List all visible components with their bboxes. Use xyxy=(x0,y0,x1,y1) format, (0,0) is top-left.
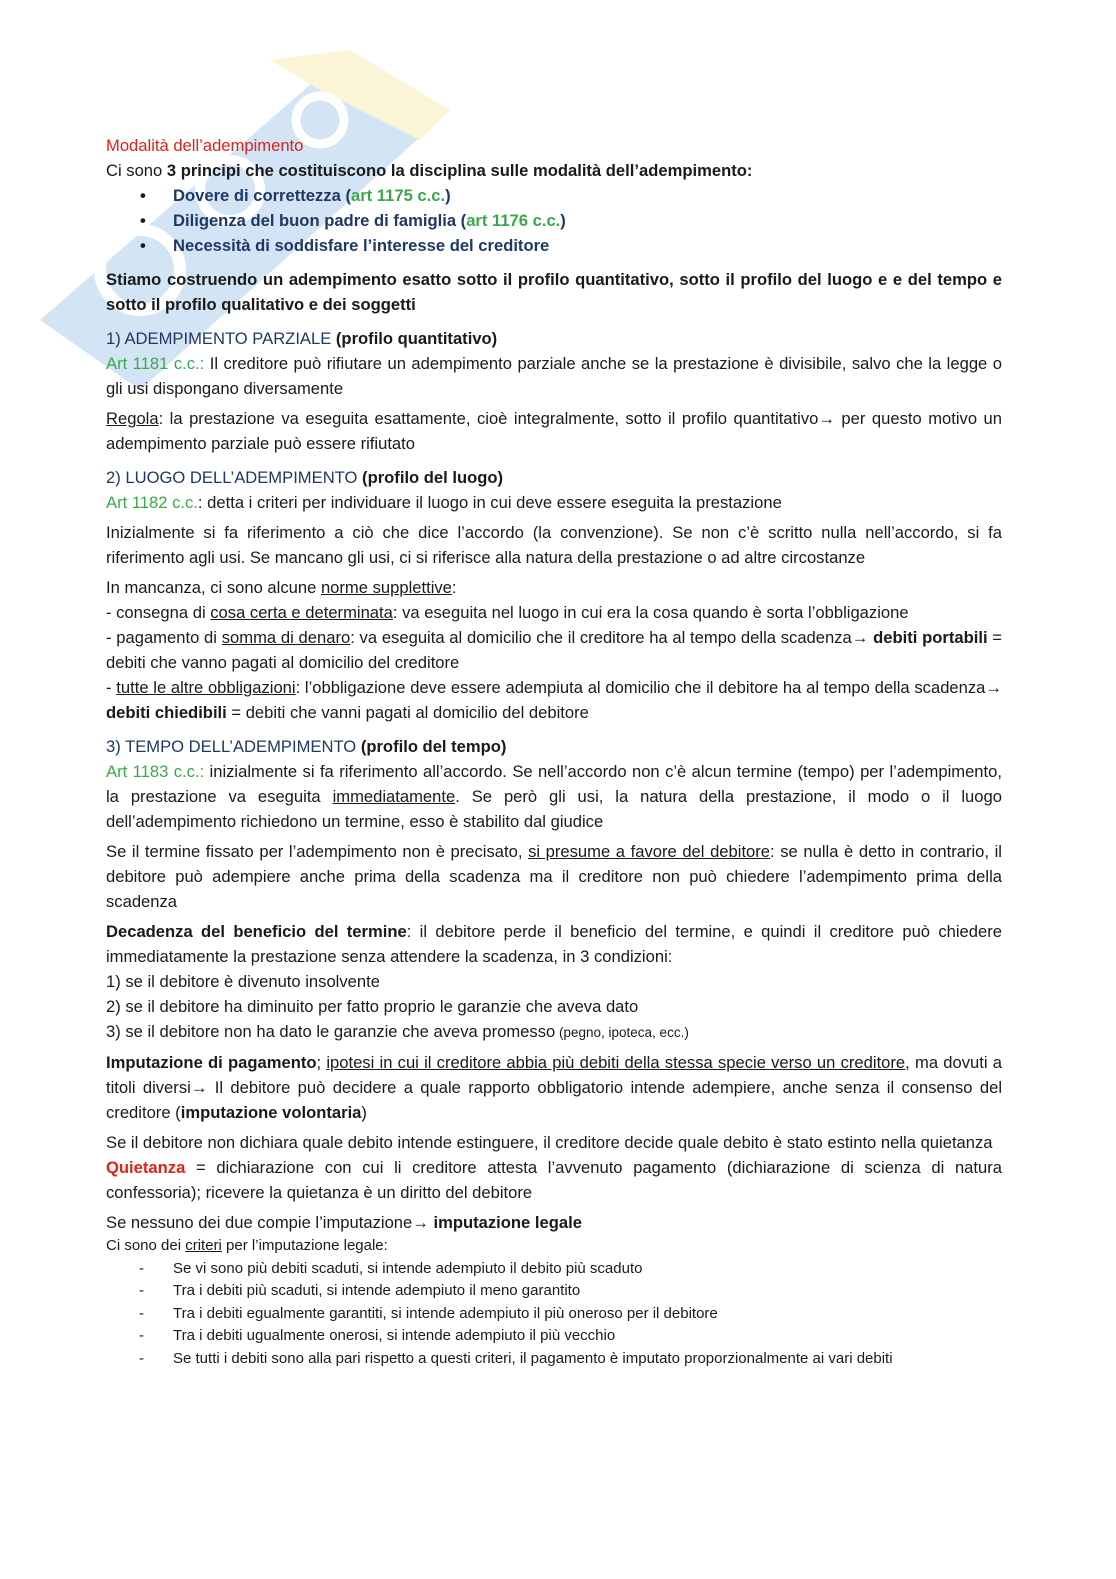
arrow-icon: → xyxy=(851,628,869,647)
section-2-line-2: - pagamento di somma di denaro: va eseguita al domicilio che il creditore ha al tempo della scadenza→ debiti portabili = debiti che vanno pagati al domicilio del creditore xyxy=(106,628,1002,672)
section-2-paragraph: Inizialmente si fa riferimento a ciò che dice l’accordo (la convenzione). Se non c’è scritto nulla nell’accordo, si fa riferimento agli usi. Se mancano gli usi, ci si riferisce alla natura della prestazione o ad altre circostanze xyxy=(106,523,1002,567)
criteria-list xyxy=(106,1258,1002,1371)
section-3-imputazione: Imputazione di pagamento; ipotesi in cui il creditore abbia più debiti della stessa specie verso un creditore, ma dovuti a titoli diversi→ Il debitore può decidere a quale rapporto obbligatorio intende adempiere, anche senza il consenso del creditore (imputazione volontaria) xyxy=(106,1053,1003,1122)
list-item: - Se tutti i debiti sono alla pari rispetto a questi criteri, il pagamento è imputato proporzionalmente ai vari debiti xyxy=(106,1348,1002,1371)
list-item: • Dovere di correttezza (art 1175 c.c.) xyxy=(106,183,1002,208)
list-item: - Tra i debiti più scaduti, si intende adempiuto il meno garantito xyxy=(106,1280,1002,1303)
section-2-line-1: - consegna di cosa certa e determinata: va eseguita nel luogo in cui era la cosa quando è sorta l’obbligazione xyxy=(106,603,909,622)
section-3-presumption: Se il termine fissato per l’adempimento non è precisato, si presume a favore del debitore: se nulla è detto in contrario, il debitore può adempiere anche prima della scadenza ma il creditore non può chiedere l’adempimento prima della scadenza xyxy=(106,842,1002,911)
section-2-heading: 2) LUOGO DELL’ADEMPIMENTO (profilo del luogo) xyxy=(106,468,504,487)
section-3-decadenza: Decadenza del beneficio del termine: il debitore perde il beneficio del termine, e quindi il creditore può chiedere immediatamente la prestazione senza attendere la scadenza, in 3 condizioni: xyxy=(106,922,1003,966)
list-item: - Se vi sono più debiti scaduti, si intende adempiuto il debito più scaduto xyxy=(106,1258,1002,1281)
condition-2: 2) se il debitore ha diminuito per fatto proprio le garanzie che aveva dato xyxy=(106,997,639,1016)
summary: Stiamo costruendo un adempimento esatto sotto il profilo quantitativo, sotto il profilo del luogo e e del tempo e sotto il profilo qualitativo e dei soggetti xyxy=(106,270,1002,314)
section-1-rule: Regola: la prestazione va eseguita esattamente, cioè integralmente, sotto il profilo quantitativo→ per questo motivo un adempimento parziale può essere rifiutato xyxy=(106,409,1002,453)
section-1-heading: 1) ADEMPIMENTO PARZIALE (profilo quantitativo) xyxy=(106,329,498,348)
section-3-article: Art 1183 c.c.: inizialmente si fa riferimento all’accordo. Se nell’accordo non c’è alcun termine (tempo) per l’adempimento, la prestazione va eseguita immediatamente. Se però gli usi, la natura della prestazione, il modo o il luogo dell’adempimento richiedono un termine, esso è stabilito dal giudice xyxy=(106,762,1002,831)
arrow-icon: → xyxy=(412,1213,429,1232)
list-item: - Tra i debiti egualmente garantiti, si intende adempiuto il più oneroso per il debitore xyxy=(106,1303,1002,1326)
arrow-icon: → xyxy=(818,409,835,428)
section-2-norms: In mancanza, ci sono alcune norme supplettive: xyxy=(106,578,457,597)
criteria-intro: Ci sono dei criteri per l’imputazione legale: xyxy=(106,1237,388,1254)
page-title: Modalità dell’adempimento xyxy=(106,136,304,155)
intro: Ci sono 3 principi che costituiscono la disciplina sulle modalità dell’adempimento: xyxy=(106,161,753,180)
condition-3: 3) se il debitore non ha dato le garanzie che aveva promesso (pegno, ipoteca, ecc.) xyxy=(106,1022,689,1041)
section-3-heading: 3) TEMPO DELL’ADEMPIMENTO (profilo del tempo) xyxy=(106,737,507,756)
section-1-article: Art 1181 c.c.: Il creditore può rifiutare un adempimento parziale anche se la prestazione è divisibile, salvo che la legge o gli usi dispongano diversamente xyxy=(106,354,1002,398)
principles-list xyxy=(106,183,1002,258)
section-2-line-3: - tutte le altre obbligazioni: l’obbligazione deve essere adempiuta al domicilio che il debitore ha al tempo della scadenza→ debiti chiedibili = debiti che vanni pagati al domicilio del debitore xyxy=(106,678,1003,722)
arrow-icon: → xyxy=(985,678,1003,697)
section-3-legale: Se nessuno dei due compie l’imputazione→ imputazione legale xyxy=(106,1213,582,1232)
section-3-quietanza: Quietanza = dichiarazione con cui li creditore attesta l’avvenuto pagamento (dichiarazione di scienza di natura confessoria); ricevere la quietanza è un diritto del debitore xyxy=(106,1158,1002,1202)
condition-1: 1) se il debitore è divenuto insolvente xyxy=(106,972,380,991)
arrow-icon: → xyxy=(190,1078,208,1097)
document-page xyxy=(106,133,1002,1370)
list-item: - Tra i debiti ugualmente onerosi, si intende adempiuto il più vecchio xyxy=(106,1325,1002,1348)
list-item: • Necessità di soddisfare l’interesse del creditore xyxy=(106,233,1002,258)
list-item: • Diligenza del buon padre di famiglia (art 1176 c.c.) xyxy=(106,208,1002,233)
section-3-estinzione: Se il debitore non dichiara quale debito intende estinguere, il creditore decide quale debito è stato estinto nella quietanza xyxy=(106,1133,993,1152)
section-2-article: Art 1182 c.c.: detta i criteri per individuare il luogo in cui deve essere eseguita la prestazione xyxy=(106,493,782,512)
